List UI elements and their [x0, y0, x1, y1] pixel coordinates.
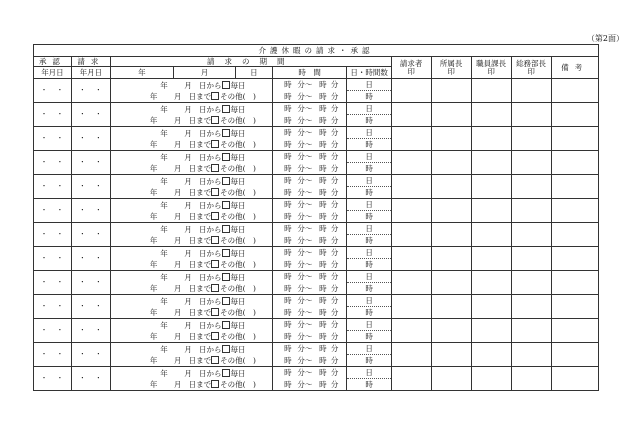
every-day-checkbox[interactable]: 毎日: [222, 177, 246, 186]
requester-seal-cell[interactable]: [391, 103, 431, 127]
requester-seal-cell[interactable]: [391, 223, 431, 247]
request-date-cell[interactable]: ・ ・: [71, 79, 110, 103]
days-cell[interactable]: 日: [347, 271, 391, 283]
header-day: 日: [235, 67, 272, 79]
requester-seal-cell[interactable]: [391, 367, 431, 391]
dept-head-seal-cell[interactable]: [431, 319, 471, 343]
period-to-cell[interactable]: 年 月 日まで その他( ): [110, 235, 272, 247]
time-from-cell[interactable]: 時 分〜 時 分: [272, 175, 347, 187]
time-from-cell[interactable]: 時 分〜 時 分: [272, 343, 347, 355]
time-from-cell[interactable]: 時 分〜 時 分: [272, 223, 347, 235]
period-to-cell[interactable]: 年 月 日まで その他( ): [110, 187, 272, 199]
request-date-cell[interactable]: ・ ・: [71, 127, 110, 151]
remarks-cell[interactable]: [551, 343, 598, 367]
request-date-cell[interactable]: ・ ・: [71, 151, 110, 175]
approve-date-cell[interactable]: ・ ・: [34, 343, 72, 367]
entry-row: [34, 223, 599, 235]
approve-date-cell[interactable]: ・ ・: [34, 199, 72, 223]
every-day-checkbox[interactable]: 毎日: [222, 297, 246, 306]
period-to-cell[interactable]: 年 月 日まで その他( ): [110, 331, 272, 343]
dept-head-seal-cell[interactable]: [431, 175, 471, 199]
other-checkbox[interactable]: その他( ): [211, 116, 256, 125]
dept-head-seal-cell[interactable]: [431, 103, 471, 127]
header-month: 月: [173, 67, 235, 79]
period-to-cell[interactable]: 年 月 日まで その他( ): [110, 115, 272, 127]
time-from-cell[interactable]: 時 分〜 時 分: [272, 271, 347, 283]
time-from-cell[interactable]: 時 分〜 時 分: [272, 79, 347, 91]
entry-row: [34, 151, 599, 163]
time-to-cell[interactable]: 時 分〜 時 分: [272, 115, 347, 127]
requester-seal-cell[interactable]: [391, 247, 431, 271]
time-from-cell[interactable]: 時 分〜 時 分: [272, 295, 347, 307]
page-label: （第2面）: [586, 34, 624, 43]
every-day-checkbox[interactable]: 毎日: [222, 81, 246, 90]
header-dept-head: 所属長 印: [431, 57, 471, 79]
time-to-cell[interactable]: 時 分〜 時 分: [272, 91, 347, 103]
dept-head-seal-cell[interactable]: [431, 127, 471, 151]
remarks-cell[interactable]: [551, 151, 598, 175]
header-days-hours: 日・時間数: [347, 67, 391, 79]
approve-date-cell[interactable]: ・ ・: [34, 319, 72, 343]
staff-head-seal-cell[interactable]: [471, 223, 511, 247]
entry-row: [34, 247, 599, 259]
header-approve: 承認: [34, 57, 72, 67]
time-to-cell[interactable]: 時 分〜 時 分: [272, 331, 347, 343]
header-request-period: 請求の期間: [110, 57, 391, 67]
request-date-cell[interactable]: ・ ・: [71, 175, 110, 199]
header-request-date: 年月日: [71, 67, 110, 79]
every-day-checkbox[interactable]: 毎日: [222, 153, 246, 162]
request-date-cell[interactable]: ・ ・: [71, 367, 110, 391]
request-date-cell[interactable]: ・ ・: [71, 271, 110, 295]
other-checkbox[interactable]: その他( ): [211, 188, 256, 197]
every-day-checkbox[interactable]: 毎日: [222, 105, 246, 114]
approve-date-cell[interactable]: ・ ・: [34, 151, 72, 175]
general-head-seal-cell[interactable]: [511, 247, 551, 271]
general-head-seal-cell[interactable]: [511, 271, 551, 295]
dept-head-seal-cell[interactable]: [431, 199, 471, 223]
time-to-cell[interactable]: 時 分〜 時 分: [272, 163, 347, 175]
period-from-cell[interactable]: 年 月 日から 毎日: [110, 319, 272, 331]
time-from-cell[interactable]: 時 分〜 時 分: [272, 151, 347, 163]
hours-cell[interactable]: 時: [347, 283, 391, 295]
days-cell[interactable]: 日: [347, 223, 391, 235]
staff-head-seal-cell[interactable]: [471, 175, 511, 199]
every-day-checkbox[interactable]: 毎日: [222, 249, 246, 258]
every-day-checkbox[interactable]: 毎日: [222, 201, 246, 210]
requester-seal-cell[interactable]: [391, 319, 431, 343]
hours-cell[interactable]: 時: [347, 115, 391, 127]
header-staff-head: 職員課長 印: [471, 57, 511, 79]
header-requester: 請求者 印: [391, 57, 431, 79]
period-from-cell[interactable]: 年 月 日から 毎日: [110, 103, 272, 115]
other-checkbox[interactable]: その他( ): [211, 356, 256, 365]
days-cell[interactable]: 日: [347, 367, 391, 379]
staff-head-seal-cell[interactable]: [471, 247, 511, 271]
request-date-cell[interactable]: ・ ・: [71, 319, 110, 343]
dept-head-seal-cell[interactable]: [431, 79, 471, 103]
header-year: 年: [110, 67, 173, 79]
general-head-seal-cell[interactable]: [511, 295, 551, 319]
entry-row: [34, 319, 599, 331]
period-to-cell[interactable]: 年 月 日まで その他( ): [110, 379, 272, 391]
general-head-seal-cell[interactable]: [511, 343, 551, 367]
hours-cell[interactable]: 時: [347, 355, 391, 367]
other-checkbox[interactable]: その他( ): [211, 332, 256, 341]
hours-cell[interactable]: 時: [347, 163, 391, 175]
other-checkbox[interactable]: その他( ): [211, 308, 256, 317]
request-date-cell[interactable]: ・ ・: [71, 199, 110, 223]
time-to-cell[interactable]: 時 分〜 時 分: [272, 379, 347, 391]
other-checkbox[interactable]: その他( ): [211, 164, 256, 173]
period-from-cell[interactable]: 年 月 日から 毎日: [110, 343, 272, 355]
remarks-cell[interactable]: [551, 295, 598, 319]
header-time: 時 間: [272, 67, 347, 79]
header-general-head: 総務部長 印: [511, 57, 551, 79]
header-request: 請求: [71, 57, 110, 67]
requester-seal-cell[interactable]: [391, 343, 431, 367]
time-from-cell[interactable]: 時 分〜 時 分: [272, 199, 347, 211]
entry-row: [34, 343, 599, 355]
remarks-cell[interactable]: [551, 79, 598, 103]
request-date-cell[interactable]: ・ ・: [71, 223, 110, 247]
staff-head-seal-cell[interactable]: [471, 103, 511, 127]
hours-cell[interactable]: 時: [347, 91, 391, 103]
days-cell[interactable]: 日: [347, 199, 391, 211]
every-day-checkbox[interactable]: 毎日: [222, 129, 246, 138]
staff-head-seal-cell[interactable]: [471, 367, 511, 391]
period-from-cell[interactable]: 年 月 日から 毎日: [110, 223, 272, 235]
period-to-cell[interactable]: 年 月 日まで その他( ): [110, 139, 272, 151]
general-head-seal-cell[interactable]: [511, 103, 551, 127]
hours-cell[interactable]: 時: [347, 379, 391, 391]
hours-cell[interactable]: 時: [347, 307, 391, 319]
staff-head-seal-cell[interactable]: [471, 199, 511, 223]
period-to-cell[interactable]: 年 月 日まで その他( ): [110, 91, 272, 103]
other-checkbox[interactable]: その他( ): [211, 140, 256, 149]
remarks-cell[interactable]: [551, 223, 598, 247]
other-checkbox[interactable]: その他( ): [211, 212, 256, 221]
staff-head-seal-cell[interactable]: [471, 295, 511, 319]
approve-date-cell[interactable]: ・ ・: [34, 367, 72, 391]
time-from-cell[interactable]: 時 分〜 時 分: [272, 127, 347, 139]
approve-date-cell[interactable]: ・ ・: [34, 103, 72, 127]
time-from-cell[interactable]: 時 分〜 時 分: [272, 319, 347, 331]
approve-date-cell[interactable]: ・ ・: [34, 79, 72, 103]
days-cell[interactable]: 日: [347, 319, 391, 331]
general-head-seal-cell[interactable]: [511, 367, 551, 391]
dept-head-seal-cell[interactable]: [431, 271, 471, 295]
general-head-seal-cell[interactable]: [511, 79, 551, 103]
time-to-cell[interactable]: 時 分〜 時 分: [272, 139, 347, 151]
every-day-checkbox[interactable]: 毎日: [222, 273, 246, 282]
requester-seal-cell[interactable]: [391, 79, 431, 103]
approve-date-cell[interactable]: ・ ・: [34, 247, 72, 271]
days-cell[interactable]: 日: [347, 79, 391, 91]
every-day-checkbox[interactable]: 毎日: [222, 321, 246, 330]
entry-row: [34, 271, 599, 283]
period-from-cell[interactable]: 年 月 日から 毎日: [110, 79, 272, 91]
other-checkbox[interactable]: その他( ): [211, 92, 256, 101]
dept-head-seal-cell[interactable]: [431, 367, 471, 391]
other-checkbox[interactable]: その他( ): [211, 260, 256, 269]
time-to-cell[interactable]: 時 分〜 時 分: [272, 187, 347, 199]
entry-row: [34, 199, 599, 211]
general-head-seal-cell[interactable]: [511, 319, 551, 343]
entry-row: [34, 367, 599, 379]
time-to-cell[interactable]: 時 分〜 時 分: [272, 283, 347, 295]
hours-cell[interactable]: 時: [347, 235, 391, 247]
remarks-cell[interactable]: [551, 127, 598, 151]
time-from-cell[interactable]: 時 分〜 時 分: [272, 247, 347, 259]
entry-row: [34, 127, 599, 139]
request-date-cell[interactable]: ・ ・: [71, 247, 110, 271]
requester-seal-cell[interactable]: [391, 271, 431, 295]
remarks-cell[interactable]: [551, 199, 598, 223]
approve-date-cell[interactable]: ・ ・: [34, 127, 72, 151]
dept-head-seal-cell[interactable]: [431, 295, 471, 319]
hours-cell[interactable]: 時: [347, 187, 391, 199]
form-title: 介護休暇の請求・承認: [34, 45, 599, 57]
entry-row: [34, 79, 599, 91]
hours-cell[interactable]: 時: [347, 139, 391, 151]
general-head-seal-cell[interactable]: [511, 127, 551, 151]
approve-date-cell[interactable]: ・ ・: [34, 223, 72, 247]
hours-cell[interactable]: 時: [347, 259, 391, 271]
period-to-cell[interactable]: 年 月 日まで その他( ): [110, 283, 272, 295]
approve-date-cell[interactable]: ・ ・: [34, 175, 72, 199]
period-from-cell[interactable]: 年 月 日から 毎日: [110, 247, 272, 259]
time-from-cell[interactable]: 時 分〜 時 分: [272, 103, 347, 115]
period-to-cell[interactable]: 年 月 日まで その他( ): [110, 163, 272, 175]
hours-cell[interactable]: 時: [347, 211, 391, 223]
dept-head-seal-cell[interactable]: [431, 343, 471, 367]
staff-head-seal-cell[interactable]: [471, 343, 511, 367]
header-approve-date: 年月日: [34, 67, 72, 79]
approve-date-cell[interactable]: ・ ・: [34, 271, 72, 295]
general-head-seal-cell[interactable]: [511, 199, 551, 223]
requester-seal-cell[interactable]: [391, 127, 431, 151]
general-head-seal-cell[interactable]: [511, 223, 551, 247]
days-cell[interactable]: 日: [347, 151, 391, 163]
general-head-seal-cell[interactable]: [511, 151, 551, 175]
period-to-cell[interactable]: 年 月 日まで その他( ): [110, 355, 272, 367]
dept-head-seal-cell[interactable]: [431, 151, 471, 175]
dept-head-seal-cell[interactable]: [431, 223, 471, 247]
every-day-checkbox[interactable]: 毎日: [222, 369, 246, 378]
staff-head-seal-cell[interactable]: [471, 79, 511, 103]
remarks-cell[interactable]: [551, 271, 598, 295]
period-to-cell[interactable]: 年 月 日まで その他( ): [110, 211, 272, 223]
remarks-cell[interactable]: [551, 319, 598, 343]
request-date-cell[interactable]: ・ ・: [71, 343, 110, 367]
every-day-checkbox[interactable]: 毎日: [222, 345, 246, 354]
remarks-cell[interactable]: [551, 367, 598, 391]
period-to-cell[interactable]: 年 月 日まで その他( ): [110, 307, 272, 319]
time-to-cell[interactable]: 時 分〜 時 分: [272, 235, 347, 247]
time-to-cell[interactable]: 時 分〜 時 分: [272, 307, 347, 319]
entry-row: [34, 103, 599, 115]
time-to-cell[interactable]: 時 分〜 時 分: [272, 211, 347, 223]
other-checkbox[interactable]: その他( ): [211, 380, 256, 389]
days-cell[interactable]: 日: [347, 103, 391, 115]
remarks-cell[interactable]: [551, 175, 598, 199]
time-to-cell[interactable]: 時 分〜 時 分: [272, 259, 347, 271]
requester-seal-cell[interactable]: [391, 151, 431, 175]
staff-head-seal-cell[interactable]: [471, 319, 511, 343]
other-checkbox[interactable]: その他( ): [211, 284, 256, 293]
entry-row: [34, 175, 599, 187]
period-from-cell[interactable]: 年 月 日から 毎日: [110, 271, 272, 283]
request-date-cell[interactable]: ・ ・: [71, 103, 110, 127]
period-from-cell[interactable]: 年 月 日から 毎日: [110, 367, 272, 379]
period-to-cell[interactable]: 年 月 日まで その他( ): [110, 259, 272, 271]
entry-row: [34, 295, 599, 307]
days-cell[interactable]: 日: [347, 247, 391, 259]
other-checkbox[interactable]: その他( ): [211, 236, 256, 245]
period-from-cell[interactable]: 年 月 日から 毎日: [110, 175, 272, 187]
days-cell[interactable]: 日: [347, 343, 391, 355]
header-remarks: 備考: [551, 57, 598, 79]
time-to-cell[interactable]: 時 分〜 時 分: [272, 355, 347, 367]
period-from-cell[interactable]: 年 月 日から 毎日: [110, 151, 272, 163]
requester-seal-cell[interactable]: [391, 295, 431, 319]
hours-cell[interactable]: 時: [347, 331, 391, 343]
remarks-cell[interactable]: [551, 247, 598, 271]
period-from-cell[interactable]: 年 月 日から 毎日: [110, 199, 272, 211]
request-date-cell[interactable]: ・ ・: [71, 295, 110, 319]
general-head-seal-cell[interactable]: [511, 175, 551, 199]
days-cell[interactable]: 日: [347, 175, 391, 187]
staff-head-seal-cell[interactable]: [471, 127, 511, 151]
requester-seal-cell[interactable]: [391, 175, 431, 199]
period-from-cell[interactable]: 年 月 日から 毎日: [110, 295, 272, 307]
days-cell[interactable]: 日: [347, 127, 391, 139]
leave-form-table: [33, 44, 599, 391]
remarks-cell[interactable]: [551, 103, 598, 127]
every-day-checkbox[interactable]: 毎日: [222, 225, 246, 234]
period-from-cell[interactable]: 年 月 日から 毎日: [110, 127, 272, 139]
time-from-cell[interactable]: 時 分〜 時 分: [272, 367, 347, 379]
staff-head-seal-cell[interactable]: [471, 151, 511, 175]
requester-seal-cell[interactable]: [391, 199, 431, 223]
dept-head-seal-cell[interactable]: [431, 247, 471, 271]
staff-head-seal-cell[interactable]: [471, 271, 511, 295]
days-cell[interactable]: 日: [347, 295, 391, 307]
approve-date-cell[interactable]: ・ ・: [34, 295, 72, 319]
